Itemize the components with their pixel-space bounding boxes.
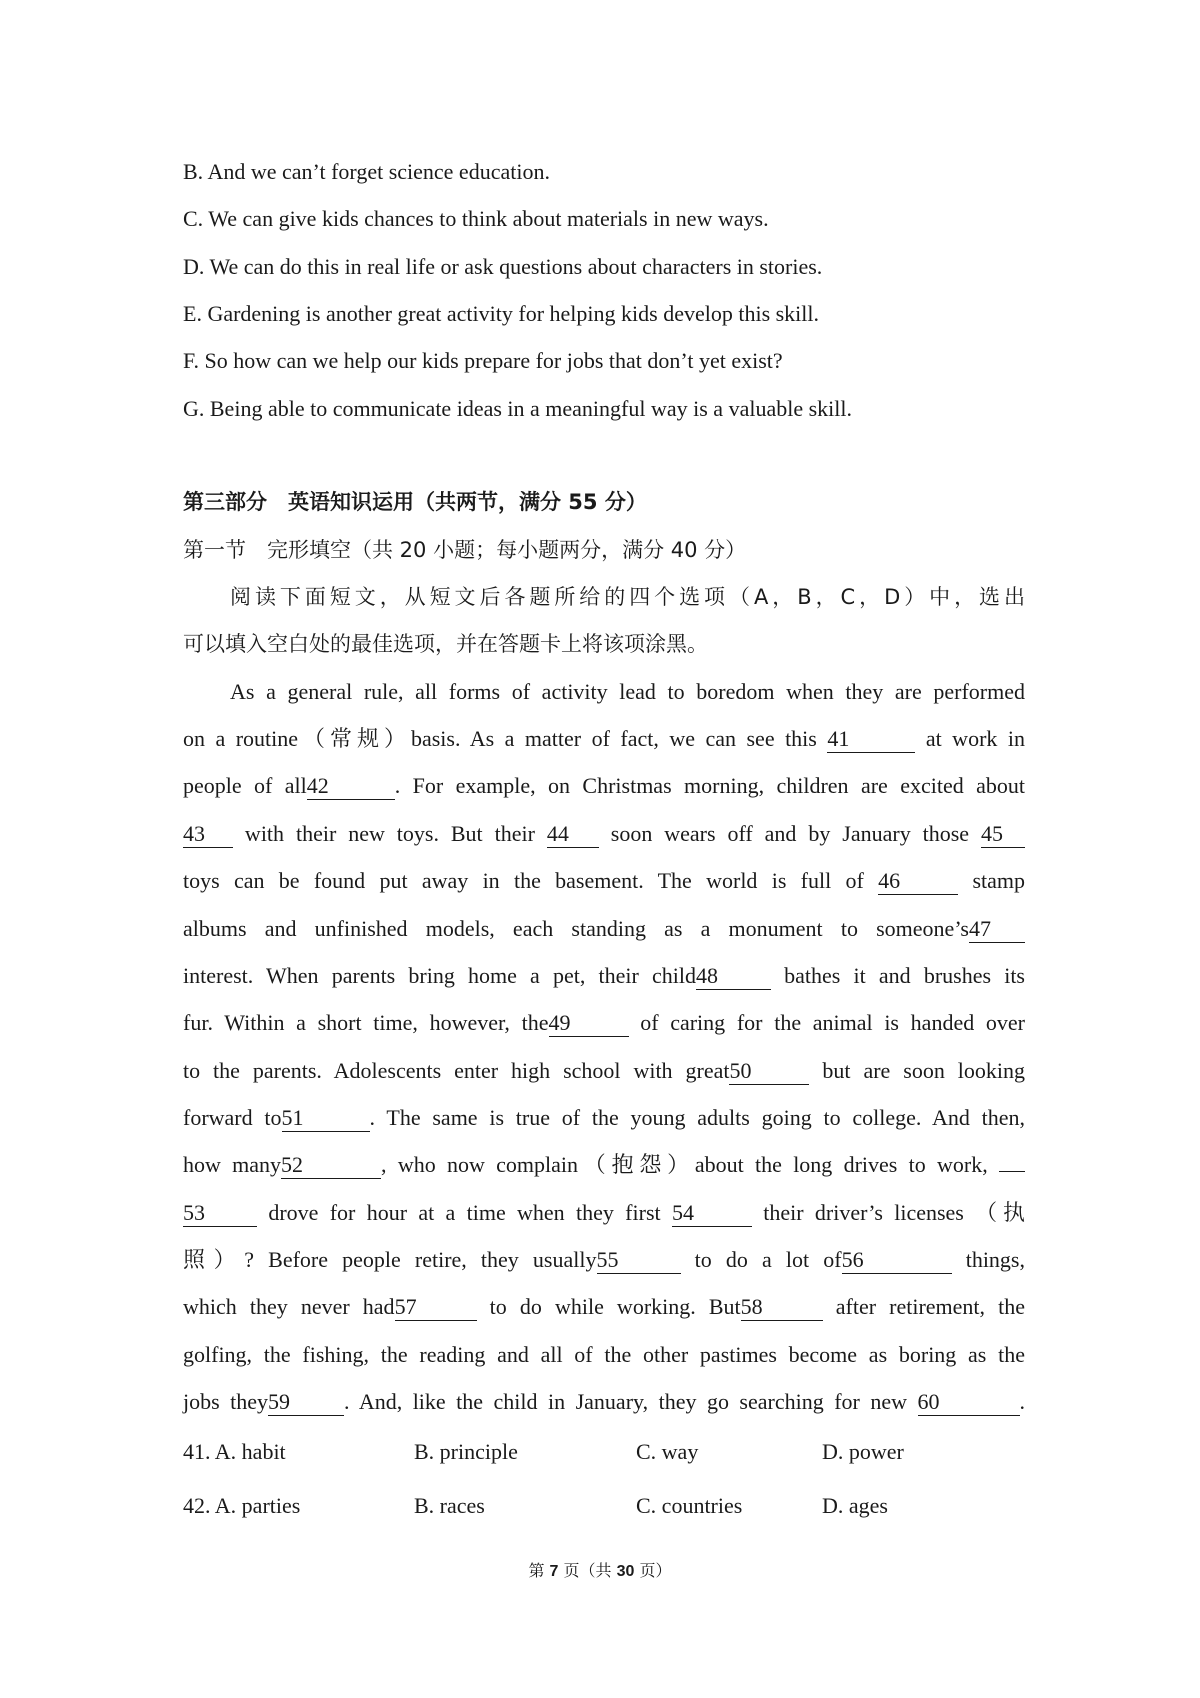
question-42-option-c: C. countries <box>636 1493 743 1518</box>
passage-line-10: forward to51 . The same is true of the young adults going to college. And then, <box>183 1105 1025 1130</box>
option-b: B. And we can’t forget science education. <box>183 159 550 184</box>
question-41-option-c: C. way <box>636 1439 699 1464</box>
passage-line-13: 照）? Before people retire, they usually55 to do a lot of56 things, <box>183 1247 1025 1272</box>
passage-line-11: how many52 , who now complain（抱怨）about the long drives to work, <box>183 1150 1025 1180</box>
option-g: G. Being able to communicate ideas in a meaningful way is a valuable skill. <box>183 396 852 421</box>
instruction-line-1: 阅读下面短文，从短文后各题所给的四个选项（A，B，C，D）中，选出 <box>230 585 1025 609</box>
passage-line-3: people of all42 . For example, on Christmas morning, children are excited about <box>183 773 1025 798</box>
blank-56: 56 <box>842 1247 952 1274</box>
blank-60: 60 <box>918 1389 1020 1416</box>
passage-line-8: fur. Within a short time, however, the49 of caring for the animal is handed over <box>183 1010 1025 1035</box>
passage-line-16: jobs they59 . And, like the child in January, they go searching for new 60 . <box>183 1389 1025 1414</box>
blank-57: 57 <box>395 1294 477 1321</box>
passage-line-6: albums and unfinished models, each standing as a monument to someone’s47 <box>183 914 1025 944</box>
blank-41: 41 <box>827 726 915 753</box>
blank-51: 51 <box>282 1105 370 1132</box>
passage-line-5: toys can be found put away in the basement. The world is full of 46 stamp <box>183 868 1025 893</box>
passage-line-14: which they never had57 to do while working. But58 after retirement, the <box>183 1294 1025 1319</box>
option-c: C. We can give kids chances to think about materials in new ways. <box>183 206 769 231</box>
page-number: 7 <box>549 1563 559 1580</box>
option-e: E. Gardening is another great activity for helping kids develop this skill. <box>183 301 820 326</box>
blank-53: 53 <box>183 1200 257 1227</box>
blank-55: 55 <box>597 1247 681 1274</box>
page-footer: 第 7 页（共 30 页） <box>528 1561 672 1580</box>
question-42-option-b: B. races <box>414 1493 485 1518</box>
passage-line-15: golfing, the fishing, the reading and all of the other pastimes become as boring as the <box>183 1342 1025 1367</box>
question-41-option-b: B. principle <box>414 1439 518 1464</box>
blank-46: 46 <box>878 868 958 895</box>
blank-42: 42 <box>307 773 395 800</box>
blank-54: 54 <box>672 1200 752 1227</box>
blank-47: 47 <box>969 916 1025 943</box>
blank-49: 49 <box>549 1010 629 1037</box>
instruction-line-2: 可以填入空白处的最佳选项，并在答题卡上将该项涂黑。 <box>183 632 708 656</box>
question-41-option-a: 41. A. habit <box>183 1439 286 1464</box>
blank-44: 44 <box>547 821 599 848</box>
blank-58: 58 <box>741 1294 823 1321</box>
section-subtitle: 第一节 完形填空（共 20 小题；每小题两分，满分 40 分） <box>183 538 747 562</box>
option-d: D. We can do this in real life or ask questions about characters in stories. <box>183 254 823 279</box>
question-41-option-d: D. power <box>822 1439 904 1464</box>
blank-59: 59 <box>268 1389 344 1416</box>
option-f: F. So how can we help our kids prepare for jobs that don’t yet exist? <box>183 348 783 373</box>
passage-line-12: 53 drove for hour at a time when they first 54 their driver’s licenses （执 <box>183 1200 1025 1225</box>
passage-line-7: interest. When parents bring home a pet, their child48 bathes it and brushes its <box>183 963 1025 988</box>
blank-53-start <box>999 1171 1025 1172</box>
blank-45: 45 <box>981 821 1025 848</box>
question-42-option-d: D. ages <box>822 1493 888 1518</box>
passage-line-1: As a general rule, all forms of activity lead to boredom when they are performed <box>230 679 1025 704</box>
part-title: 第三部分 英语知识运用（共两节，满分 55 分） <box>183 490 647 514</box>
passage-line-9: to the parents. Adolescents enter high school with great50 but are soon looking <box>183 1058 1025 1083</box>
blank-43: 43 <box>183 821 233 848</box>
passage-line-4: 43 with their new toys. But their 44 soon wears off and by January those 45 <box>183 819 1025 849</box>
passage-line-2: on a routine（常规）basis. As a matter of fact, we can see this 41 at work in <box>183 726 1025 751</box>
blank-50: 50 <box>729 1058 809 1085</box>
question-42-option-a: 42. A. parties <box>183 1493 301 1518</box>
page-total: 30 <box>616 1563 635 1580</box>
blank-48: 48 <box>696 963 771 990</box>
blank-52: 52 <box>281 1152 381 1179</box>
